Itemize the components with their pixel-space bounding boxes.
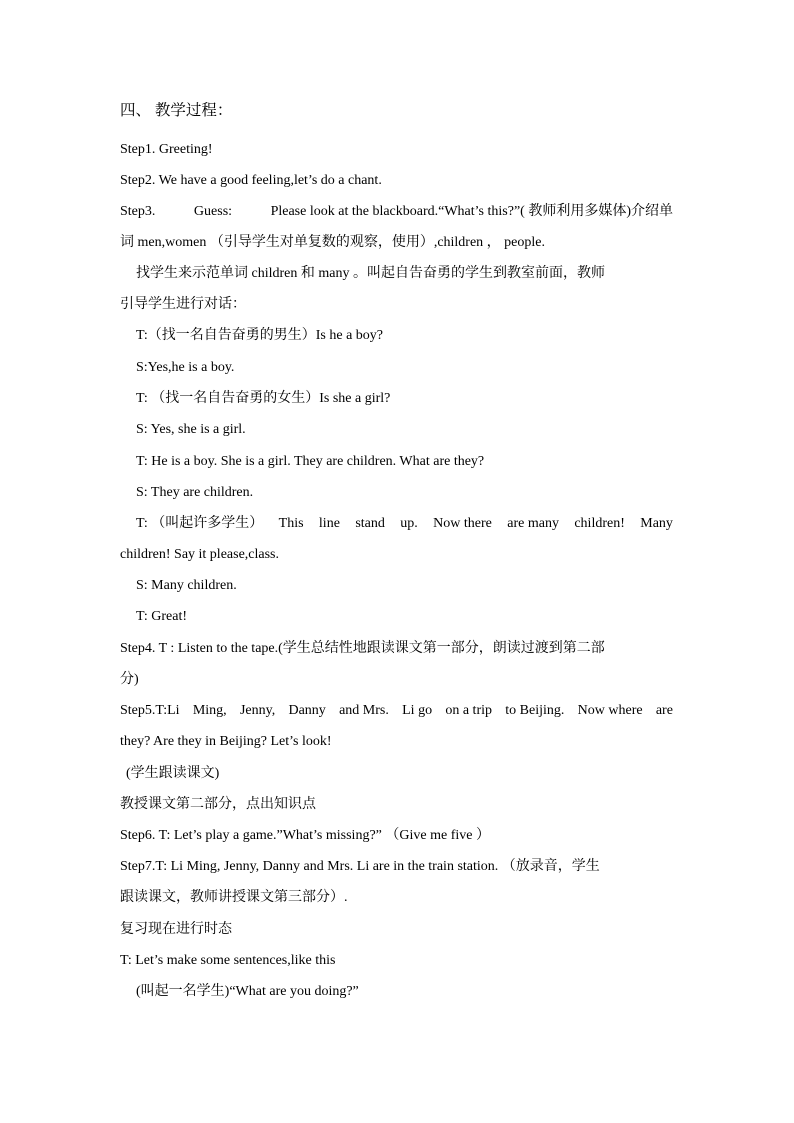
dialogue-word: Many bbox=[640, 516, 673, 531]
dialogue-line: T: He is a boy. She is a girl. They are children. What are they? bbox=[136, 454, 485, 469]
dialogue-line: S: Many children. bbox=[136, 578, 237, 593]
dialogue-word: Now there bbox=[433, 516, 492, 531]
step5-word: Danny bbox=[288, 703, 326, 718]
step4-line: Step4. T : Listen to the tape.(学生总结性地跟读课文第一部分，朗读过渡到第二部 bbox=[120, 641, 605, 656]
dialogue-word: This bbox=[278, 516, 304, 531]
section-heading: 四、 教学过程： bbox=[120, 102, 233, 119]
step5-word: Li go bbox=[402, 703, 433, 718]
dialogue-word: children! bbox=[574, 516, 625, 531]
dialogue-word: up. bbox=[400, 516, 418, 531]
teach-part2-line: 教授课文第二部分，点出知识点 bbox=[120, 797, 316, 812]
review-line: 复习现在进行时态 bbox=[120, 922, 232, 937]
step5-word: and Mrs. bbox=[339, 703, 389, 718]
step3-line bbox=[120, 202, 673, 222]
dialogue-line: S:Yes,he is a boy. bbox=[136, 360, 235, 375]
dialogue-line: T:（找一名自告奋勇的男生）Is he a boy? bbox=[136, 328, 383, 343]
step5-continuation: they? Are they in Beijing? Let’s look! bbox=[120, 734, 332, 749]
step3-text: Please look at the blackboard.“What’s this?”( 教师利用多媒体)介绍单 bbox=[270, 204, 673, 219]
read-along-note: (学生跟读课文) bbox=[126, 766, 220, 781]
step5-line bbox=[120, 701, 673, 721]
step5-word: on a trip bbox=[445, 703, 492, 718]
make-sentences-line: T: Let’s make some sentences,like this bbox=[120, 953, 336, 968]
dialogue-line: T: （找一名自告奋勇的女生）Is she a girl? bbox=[136, 391, 391, 406]
dialogue-line: T: Great! bbox=[136, 609, 187, 624]
dialogue-word: stand bbox=[355, 516, 385, 531]
step5-word: Ming, bbox=[192, 703, 227, 718]
step3-label: Step3. bbox=[120, 204, 156, 219]
step2-line: Step2. We have a good feeling,let’s do a chant. bbox=[120, 173, 382, 188]
step3-guess: Guess: bbox=[193, 204, 233, 219]
step4-continuation: 分) bbox=[120, 672, 139, 687]
paragraph-line-2: 引导学生进行对话： bbox=[120, 297, 246, 312]
call-student-line: (叫起一名学生)“What are you doing?” bbox=[136, 984, 359, 999]
dialogue-word: line bbox=[318, 516, 340, 531]
step3-continuation: 词 men,women （引导学生对单复数的观察，使用）,children ， people. bbox=[120, 235, 546, 250]
step6-line: Step6. T: Let’s play a game.”What’s missing?” （Give me five ） bbox=[120, 828, 490, 843]
step7-line: Step7.T: Li Ming, Jenny, Danny and Mrs. Li are in the train station. （放录音，学生 bbox=[120, 859, 600, 874]
step5-word: to Beijing. bbox=[505, 703, 565, 718]
step7-continuation: 跟读课文，教师讲授课文第三部分）. bbox=[120, 890, 348, 905]
dialogue-word: are many bbox=[507, 516, 559, 531]
step5-word: Step5.T:Li bbox=[120, 703, 180, 718]
step5-word: Jenny, bbox=[239, 703, 276, 718]
dialogue-line: S: Yes, she is a girl. bbox=[136, 422, 246, 437]
dialogue-line: S: They are children. bbox=[136, 485, 254, 500]
step5-word: Now where bbox=[577, 703, 643, 718]
step5-word: are bbox=[655, 703, 673, 718]
paragraph-line-1: 找学生来示范单词 children 和 many 。叫起自告奋勇的学生到教室前面，教师 bbox=[136, 266, 605, 281]
dialogue-continuation: children! Say it please,class. bbox=[120, 547, 280, 562]
dialogue-word: T: （叫起许多学生） bbox=[136, 516, 264, 531]
step1-line: Step1. Greeting! bbox=[120, 142, 213, 157]
dialogue-line-justified bbox=[136, 514, 673, 534]
